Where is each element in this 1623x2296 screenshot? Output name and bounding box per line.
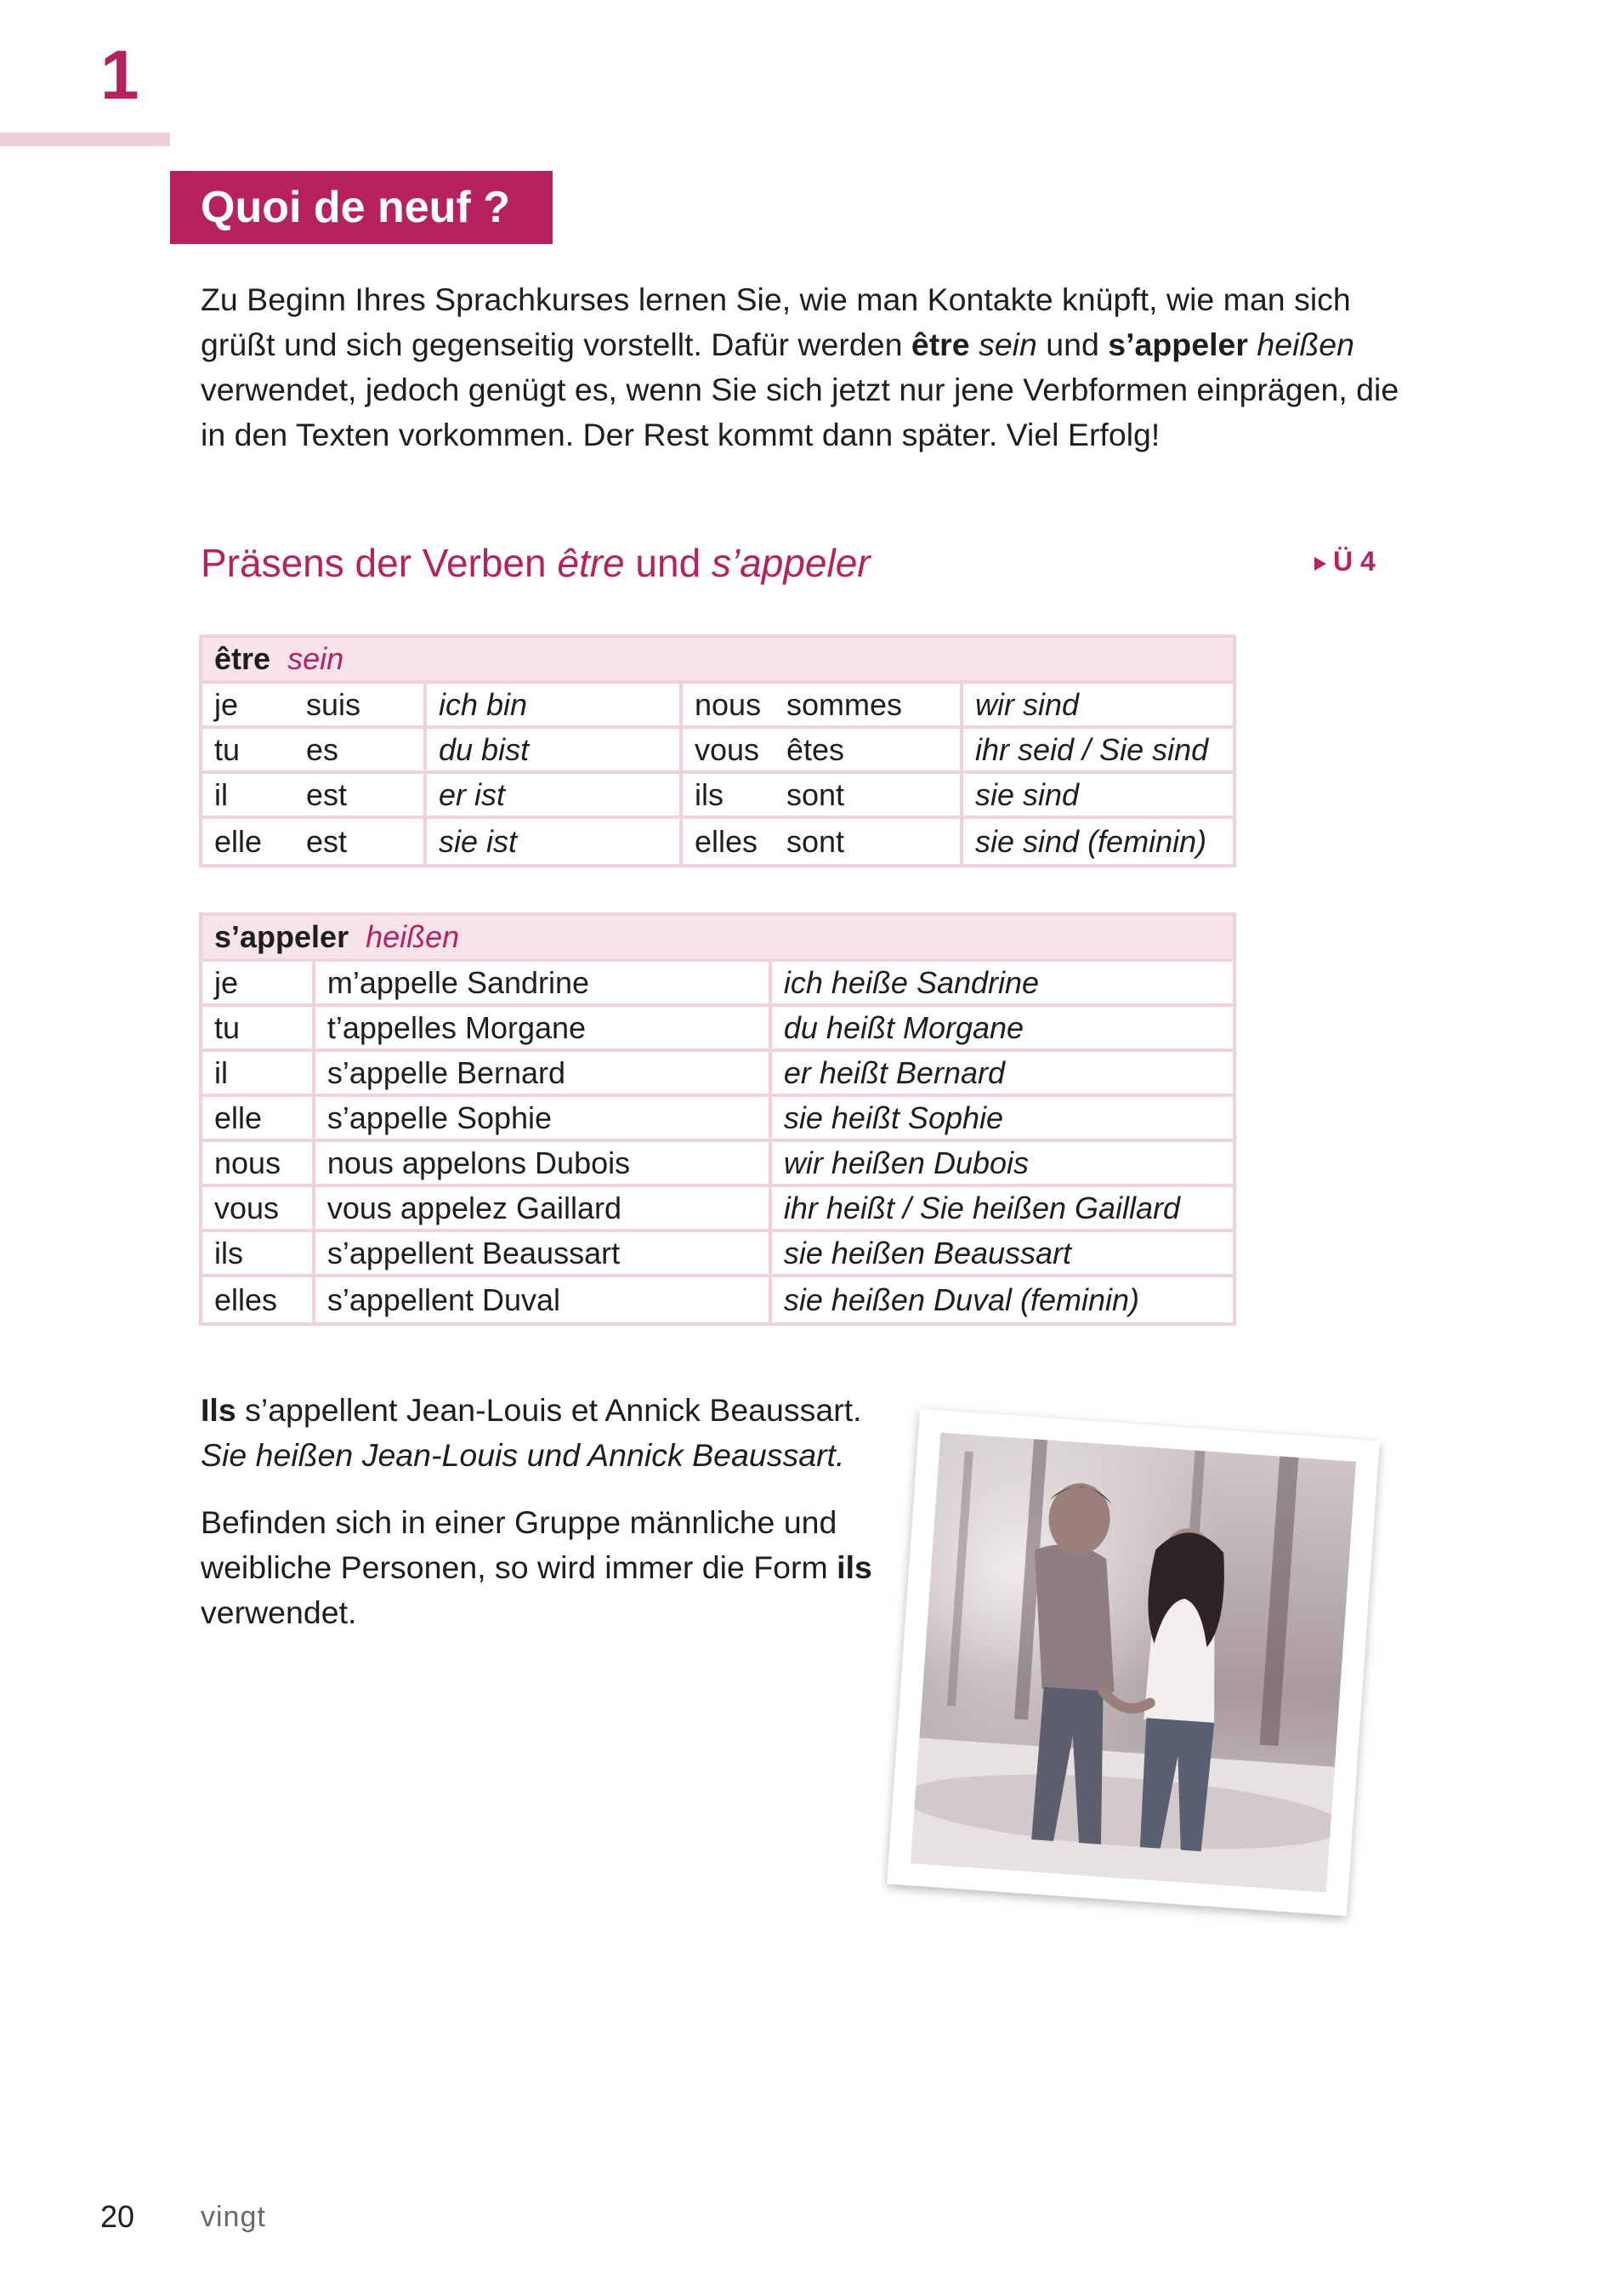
- intro-meaning-heissen: heißen: [1257, 327, 1355, 362]
- translation: er heißt Bernard: [772, 1052, 1233, 1097]
- rule-bold: ils: [837, 1549, 872, 1585]
- table-header: [202, 916, 1233, 962]
- pronoun: ils: [202, 1232, 315, 1277]
- exercise-reference[interactable]: [1314, 546, 1376, 577]
- example-text: s’appellent Jean-Louis et Annick Beaussart.: [236, 1392, 862, 1428]
- verb-form: est: [294, 819, 427, 864]
- translation: du bist: [427, 729, 683, 774]
- example-translation: Sie heißen Jean-Louis und Annick Beaussart.: [201, 1437, 845, 1473]
- pronoun: vous: [683, 729, 775, 774]
- table-row: [202, 1142, 1233, 1187]
- translation: wir sind: [963, 684, 1233, 729]
- table-row: [202, 1187, 1233, 1232]
- translation: wir heißen Dubois: [772, 1142, 1233, 1187]
- verb-form: s’appelle Bernard: [315, 1052, 772, 1097]
- table-header: [202, 638, 1233, 684]
- translation: ihr seid / Sie sind: [963, 729, 1233, 774]
- rule-text-end: verwendet.: [201, 1594, 357, 1630]
- intro-text: und: [1036, 327, 1109, 362]
- verb-form: sont: [775, 819, 963, 864]
- verb-form: suis: [294, 684, 427, 729]
- pronoun: elles: [202, 1277, 315, 1322]
- pronoun: elle: [202, 1097, 315, 1142]
- verb-form: es: [294, 729, 427, 774]
- section-title-sappeler: s’appeler: [711, 541, 871, 585]
- section-title-text: Präsens der Verben: [201, 541, 558, 585]
- exercise-reference-label: Ü 4: [1333, 546, 1376, 577]
- chapter-bar: [0, 133, 170, 146]
- table-verb-meaning: heißen: [366, 919, 460, 954]
- pronoun: tu: [202, 729, 294, 774]
- etre-conjugation-table: [199, 634, 1236, 867]
- table-row: [202, 1277, 1233, 1322]
- pronoun: nous: [683, 684, 775, 729]
- rule-text-body: Befinden sich in einer Gruppe männliche und weibliche Personen, so wird immer die Form: [201, 1504, 837, 1585]
- pronoun: elles: [695, 823, 758, 859]
- table-verb: s’appeler: [214, 919, 349, 954]
- verb-form: s’appellent Beaussart: [315, 1232, 772, 1277]
- verb-form: sommes: [775, 684, 963, 729]
- translation: ich bin: [427, 684, 683, 729]
- couple-photo: [887, 1409, 1380, 1916]
- pronoun: tu: [202, 1007, 315, 1052]
- pronoun: ils: [683, 774, 775, 819]
- intro-paragraph: [201, 277, 1416, 457]
- translation: sie heißt Sophie: [772, 1097, 1233, 1142]
- verb-form: nous appelons Dubois: [315, 1142, 772, 1187]
- verb-form: est: [294, 774, 427, 819]
- section-title: [201, 537, 871, 588]
- couple-photo-illustration: [911, 1433, 1356, 1893]
- translation: sie sind (feminin): [975, 823, 1207, 859]
- example-bold: Ils: [201, 1392, 236, 1428]
- table-row: [202, 1097, 1233, 1142]
- translation: ich heiße Sandrine: [772, 962, 1233, 1007]
- table-row: [202, 1007, 1233, 1052]
- grammar-note: [201, 1388, 966, 1657]
- table-row: [202, 684, 1233, 729]
- intro-meaning-sein: sein: [979, 327, 1037, 362]
- rule-text: [201, 1500, 966, 1635]
- verb-form: m’appelle Sandrine: [315, 962, 772, 1007]
- lesson-title: Quoi de neuf ?: [170, 171, 553, 244]
- section-title-text: und: [624, 541, 712, 585]
- sappeler-conjugation-table: [199, 912, 1236, 1326]
- translation: sie sind: [963, 774, 1233, 819]
- arrow-icon: [1314, 557, 1326, 571]
- table-row: [202, 729, 1233, 774]
- table-row: [202, 1232, 1233, 1277]
- verb-form: t’appelles Morgane: [315, 1007, 772, 1052]
- translation: sie ist: [427, 819, 683, 864]
- page-number-word: vingt: [201, 2201, 266, 2233]
- pronoun: vous: [202, 1187, 315, 1232]
- translation: er ist: [427, 774, 683, 819]
- verb-form: s’appelle Sophie: [315, 1097, 772, 1142]
- example-sentence: [201, 1388, 966, 1478]
- translation: ihr heißt / Sie heißen Gaillard: [772, 1187, 1233, 1232]
- verb-form: sont: [775, 774, 963, 819]
- table-row: [202, 962, 1233, 1007]
- verb-form: vous appelez Gaillard: [315, 1187, 772, 1232]
- pronoun: nous: [202, 1142, 315, 1187]
- intro-text: verwendet, jedoch genügt es, wenn Sie sich jetzt nur jene Verbformen einprägen, die in den Texten vorkommen. Der Rest kommt dann später. Viel Erfolg!: [201, 372, 1399, 452]
- verb-form: êtes: [775, 729, 963, 774]
- intro-text: Zu Beginn Ihres Sprachkurses lernen Sie, wie man Kontakte knüpft, wie man sich grüßt und sich gegenseitig vorstellt. Dafür werden: [201, 281, 1351, 362]
- translation: sie heißen Duval (feminin): [783, 1282, 1140, 1317]
- table-row: [202, 1052, 1233, 1097]
- pronoun: je: [202, 962, 315, 1007]
- table-row: [202, 819, 1233, 864]
- table-verb: être: [214, 641, 271, 676]
- intro-verb-etre: être: [911, 327, 970, 362]
- page-number: 20: [100, 2199, 135, 2234]
- intro-verb-sappeler: s’appeler: [1108, 327, 1248, 362]
- photo-image: [911, 1433, 1356, 1893]
- pronoun: il: [202, 774, 294, 819]
- pronoun: je: [202, 684, 294, 729]
- translation: du heißt Morgane: [772, 1007, 1233, 1052]
- verb-form: s’appellent Duval: [315, 1277, 772, 1322]
- chapter-number: 1: [100, 37, 139, 114]
- pronoun: elle: [214, 823, 263, 859]
- table-verb-meaning: sein: [287, 641, 344, 676]
- section-title-etre: être: [557, 541, 625, 585]
- table-row: [202, 774, 1233, 819]
- pronoun: il: [202, 1052, 315, 1097]
- translation: sie heißen Beaussart: [772, 1232, 1233, 1277]
